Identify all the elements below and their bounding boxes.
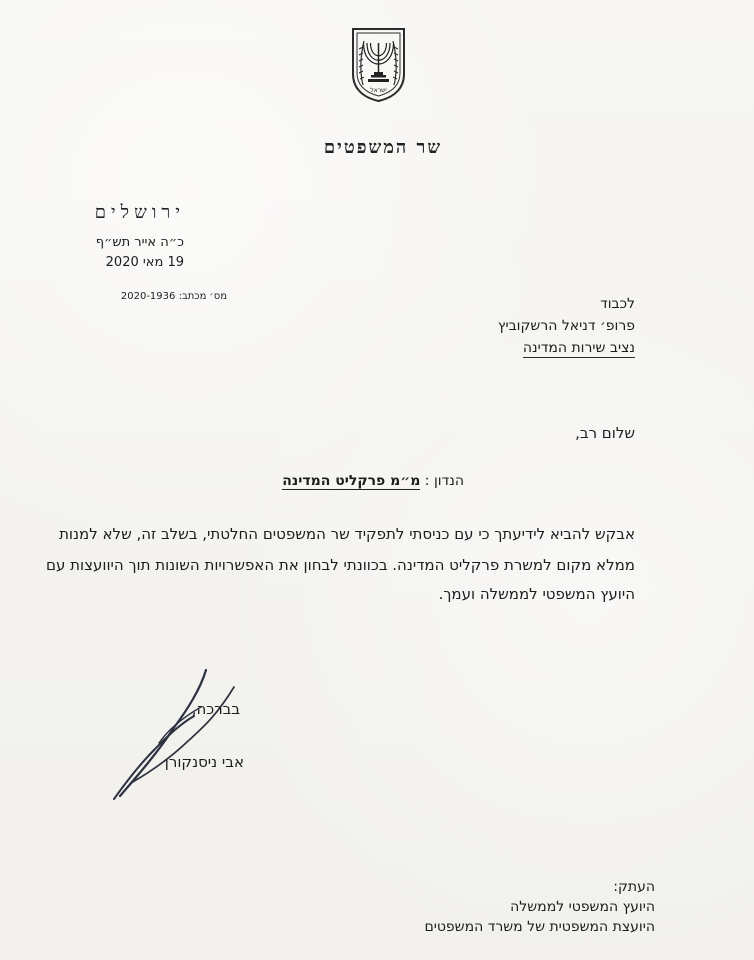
recipient-title [495, 340, 635, 356]
copy-recipient-1: היועץ המשפטי לממשלה [510, 899, 655, 915]
greeting: שלום רב, [575, 424, 635, 442]
letter-number: מס׳ מכתב: 2020-1936 [120, 291, 227, 302]
subject-label: הנדון : [424, 473, 464, 489]
state-emblem-menorah-icon [347, 25, 410, 103]
hebrew-date: כ״ה אייר תש״ף [95, 235, 184, 250]
copies-label: העתק: [613, 879, 655, 895]
city-name: ירושלים [94, 202, 185, 223]
subject-value: מ״מ פרקליט המדינה [282, 473, 421, 489]
copy-recipient-2: היועצת המשפטית של משרד המשפטים [424, 919, 655, 935]
gregorian-date: 19 מאי 2020 [105, 255, 184, 270]
recipient-label: לכבוד [600, 296, 635, 312]
recipient-title-text: נציב שירות המדינה [522, 340, 635, 356]
body-line-1: אבקש להביא לידיעתך כי עם כניסתי לתפקיד שר המשפטים החלטתי, בשלב זה, שלא למנות [59, 525, 635, 543]
ministry-title: שר המשפטים [323, 137, 443, 158]
recipient-name: פרופ׳ דניאל הרשקוביץ [497, 318, 635, 334]
svg-text:ישראל: ישראל [370, 87, 387, 94]
body-line-2: ממלא מקום למשרת פרקליט המדינה. בכוונתי לבחון את האפשרויות השונות תוך היוועצות עם [46, 556, 635, 574]
handwritten-signature [98, 660, 236, 805]
body-line-3: היועץ המשפטי לממשלה ועמך. [438, 585, 635, 603]
closing: בברכה, [191, 700, 240, 718]
subject-row [284, 473, 464, 489]
signer-name: אבי ניסנקורן [164, 753, 244, 771]
